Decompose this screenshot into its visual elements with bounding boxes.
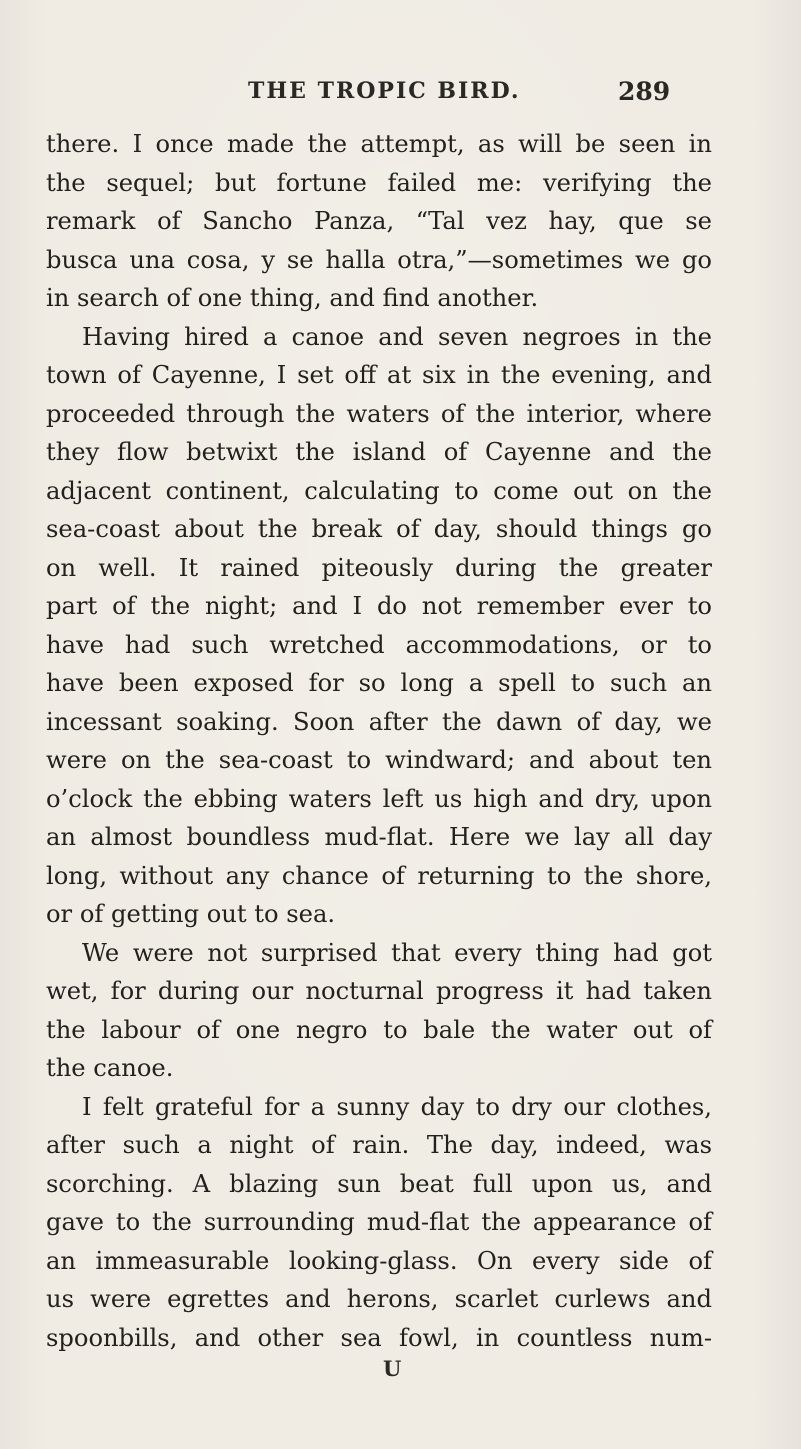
text-line: town of Cayenne, I set off at six in the evening, and — [46, 361, 712, 389]
page-number: 289 — [618, 77, 671, 106]
text-line: there. I once made the attempt, as will be seen in — [46, 130, 712, 158]
text-line: part of the night; and I do not remember ever to — [46, 592, 712, 620]
text-line: remark of Sancho Panza, “Tal vez hay, que se — [46, 207, 712, 235]
text-line: an immeasurable looking-glass. On every side of — [46, 1246, 712, 1275]
text-line: long, without any chance of returning to the shore, — [46, 861, 712, 890]
running-head: THE TROPIC BIRD. — [248, 78, 521, 104]
text-line: Having hired a canoe and seven negroes in the — [82, 322, 712, 351]
text-line: the canoe. — [46, 1054, 174, 1082]
text-line: after such a night of rain. The day, indeed, was — [46, 1131, 712, 1159]
text-line: on well. It rained piteously during the greater — [46, 553, 712, 582]
text-line: they flow betwixt the island of Cayenne and the — [46, 438, 712, 466]
body-text — [46, 125, 712, 1357]
text-line: o’clock the ebbing waters left us high and dry, upon — [46, 784, 712, 813]
text-line: the labour of one negro to bale the water out of — [46, 1015, 712, 1044]
text-line: gave to the surrounding mud-flat the appearance of — [46, 1208, 712, 1236]
text-line: scorching. A blazing sun beat full upon us, and — [46, 1169, 712, 1198]
text-line: have had such wretched accommodations, or to — [46, 630, 712, 659]
text-line: wet, for during our nocturnal progress it had taken — [46, 977, 712, 1005]
text-line: proceeded through the waters of the interior, where — [46, 399, 712, 428]
text-line: an almost boundless mud-flat. Here we lay all day — [46, 823, 712, 851]
text-line: us were egrettes and herons, scarlet curlews and — [46, 1285, 712, 1313]
text-line: have been exposed for so long a spell to such an — [46, 669, 712, 697]
signature-mark: U — [383, 1356, 402, 1381]
text-line: incessant soaking. Soon after the dawn of day, we — [46, 707, 712, 736]
text-line: We were not surprised that every thing had got — [82, 938, 712, 967]
text-line: in search of one thing, and find another. — [46, 284, 539, 312]
text-line: I felt grateful for a sunny day to dry our clothes, — [82, 1092, 712, 1121]
text-line: spoonbills, and other sea fowl, in countless num- — [46, 1323, 712, 1352]
text-line: adjacent continent, calculating to come out on the — [46, 476, 712, 505]
text-line: sea-coast about the break of day, should things go — [46, 515, 712, 543]
text-line: busca una cosa, y se halla otra,”—sometimes we go — [46, 245, 712, 274]
text-line: or of getting out to sea. — [46, 900, 336, 928]
text-line: the sequel; but fortune failed me: verifying the — [46, 168, 712, 197]
text-line: were on the sea-coast to windward; and about ten — [46, 746, 712, 774]
